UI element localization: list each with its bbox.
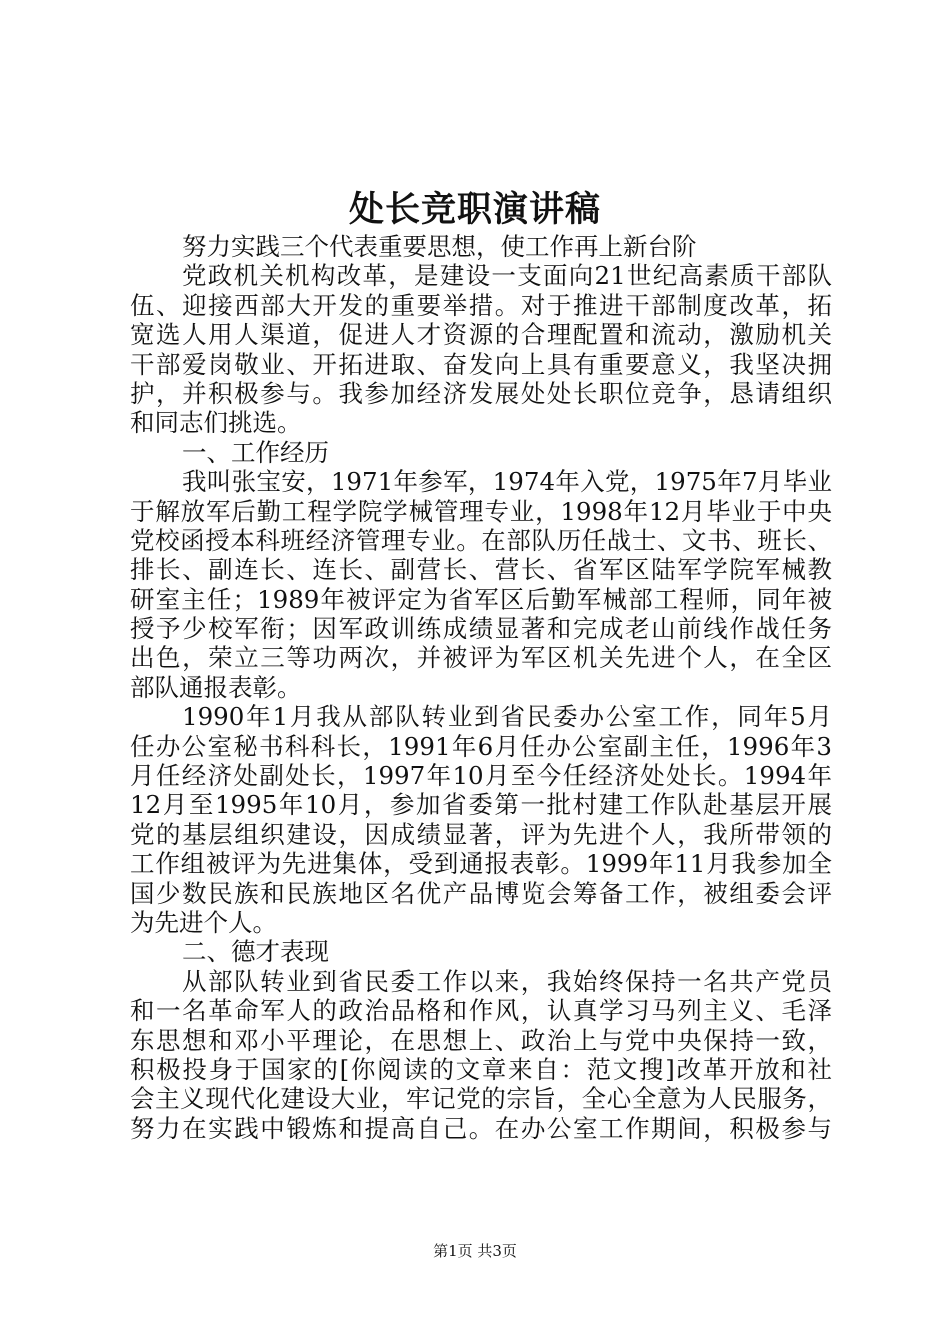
text-line: 排长、副连长、连长、副营长、营长、省军区陆军学院军械教 bbox=[130, 555, 832, 585]
text-line: 1990年1月我从部队转业到省民委办公室工作，同年5月 bbox=[182, 702, 832, 732]
text-line: 和同志们挑选。 bbox=[130, 408, 302, 438]
text-line: 积极投身于国家的[你阅读的文章来自：范文搜]改革开放和社 bbox=[130, 1054, 832, 1084]
document-title: 处长竞职演讲稿 bbox=[348, 189, 601, 230]
text-line: 工作组被评为先进集体，受到通报表彰。1999年11月我参加全 bbox=[130, 849, 832, 879]
text-line: 党的基层组织建设，因成绩显著，评为先进个人，我所带领的 bbox=[130, 819, 832, 849]
text-line: 研室主任；1989年被评定为省军区后勤军械部工程师，同年被 bbox=[130, 584, 832, 614]
document-body bbox=[130, 232, 832, 1143]
text-line: 干部爱岗敬业、开拓进取、奋发向上具有重要意义，我坚决拥 bbox=[130, 349, 832, 379]
text-line: 授予少校军衔；因军政训练成绩显著和完成老山前线作战任务 bbox=[130, 614, 832, 644]
text-line: 和一名革命军人的政治品格和作风，认真学习马列主义、毛泽 bbox=[130, 996, 832, 1026]
text-line: 为先进个人。 bbox=[130, 907, 277, 937]
text-line: 努力实践三个代表重要思想，使工作再上新台阶 bbox=[182, 232, 697, 261]
text-line: 12月至1995年10月，参加省委第一批村建工作队赴基层开展 bbox=[130, 790, 832, 820]
text-line: 一、工作经历 bbox=[182, 437, 329, 467]
text-line: 努力在实践中锻炼和提高自己。在办公室工作期间，积极参与 bbox=[130, 1113, 832, 1143]
text-line: 部队通报表彰。 bbox=[130, 672, 302, 702]
page-footer: 第1页 共3页 bbox=[433, 1242, 517, 1260]
text-line: 会主义现代化建设大业，牢记党的宗旨，全心全意为人民服务， bbox=[130, 1084, 832, 1114]
text-line: 从部队转业到省民委工作以来，我始终保持一名共产党员 bbox=[182, 966, 832, 996]
text-line: 伍、迎接西部大开发的重要举措。对于推进干部制度改革，拓 bbox=[130, 290, 832, 320]
text-line: 东思想和邓小平理论，在思想上、政治上与党中央保持一致， bbox=[130, 1025, 832, 1055]
text-line: 护，并积极参与。我参加经济发展处处长职位竞争，恳请组织 bbox=[130, 378, 832, 408]
text-line: 出色，荣立三等功两次，并被评为军区机关先进个人，在全区 bbox=[130, 643, 832, 673]
text-line: 我叫张宝安，1971年参军，1974年入党，1975年7月毕业 bbox=[182, 467, 832, 497]
text-line: 国少数民族和民族地区名优产品博览会筹备工作，被组委会评 bbox=[130, 878, 832, 908]
text-line: 党政机关机构改革，是建设一支面向21世纪高素质干部队 bbox=[182, 261, 832, 291]
text-line: 月任经济处副处长，1997年10月至今任经济处处长。1994年 bbox=[130, 761, 832, 791]
text-line: 二、德才表现 bbox=[182, 937, 329, 967]
text-line: 党校函授本科班经济管理专业。在部队历任战士、文书、班长、 bbox=[130, 525, 832, 555]
text-line: 于解放军后勤工程学院学械管理专业，1998年12月毕业于中央 bbox=[130, 496, 832, 526]
text-line: 宽选人用人渠道，促进人才资源的合理配置和流动，激励机关 bbox=[130, 320, 832, 350]
text-line: 任办公室秘书科科长，1991年6月任办公室副主任，1996年3 bbox=[130, 731, 832, 761]
